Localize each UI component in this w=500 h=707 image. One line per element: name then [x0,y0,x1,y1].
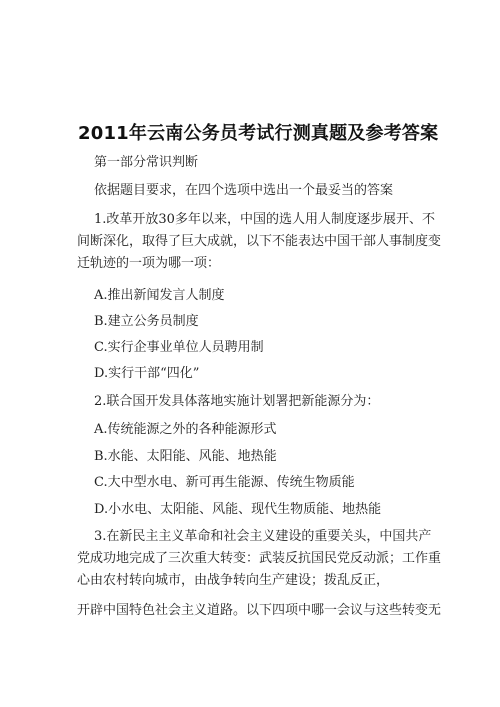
question-2-stem-line-1: 2.联合国开发具体落地实施计划署把新能源分为： [94,394,380,409]
question-1-option-a: A.推出新闻发言人制度 [94,288,225,303]
question-1-stem-line-2: 间断深化，取得了巨大成就，以下不能表达中国干部人事制度变 [77,234,442,249]
question-2-option-c: C.大中型水电、新可再生能源、传统生物质能 [94,475,355,490]
question-3-stem-line-1: 3.在新民主主义革命和社会主义建设的重要关头，中国共产 [94,529,432,544]
section-heading: 第一部分常识判断 [94,155,199,170]
instruction-text: 依据题目要求，在四个选项中选出一个最妥当的答案 [94,183,394,198]
question-1-stem-line-1: 1.改革开放30多年以来，中国的选人用人制度逐步展开、不 [94,212,435,227]
question-3-stem-line-2: 党成功地完成了三次重大转变：武装反抗国民党反动派；工作重 [77,551,442,566]
question-2-option-a: A.传统能源之外的各种能源形式 [94,422,277,437]
question-2-option-b: B.水能、太阳能、风能、地热能 [94,449,277,464]
question-2-option-d: D.小水电、太阳能、风能、现代生物质能、地热能 [94,502,382,517]
document-title: 2011年云南公务员考试行测真题及参考答案 [78,123,439,144]
question-1-option-b: B.建立公务员制度 [94,314,199,329]
question-3-stem-line-4: 开辟中国特色社会主义道路。以下四项中哪一会议与这些转变无 [77,603,442,618]
question-1-option-c: C.实行企事业单位人员聘用制 [94,340,264,355]
question-1-option-d: D.实行干部“四化” [94,366,200,381]
question-1-stem-line-3: 迁轨迹的一项为哪一项： [77,256,221,271]
question-3-stem-line-3: 心由农村转向城市，由战争转向生产建设；拨乱反正， [77,573,390,588]
